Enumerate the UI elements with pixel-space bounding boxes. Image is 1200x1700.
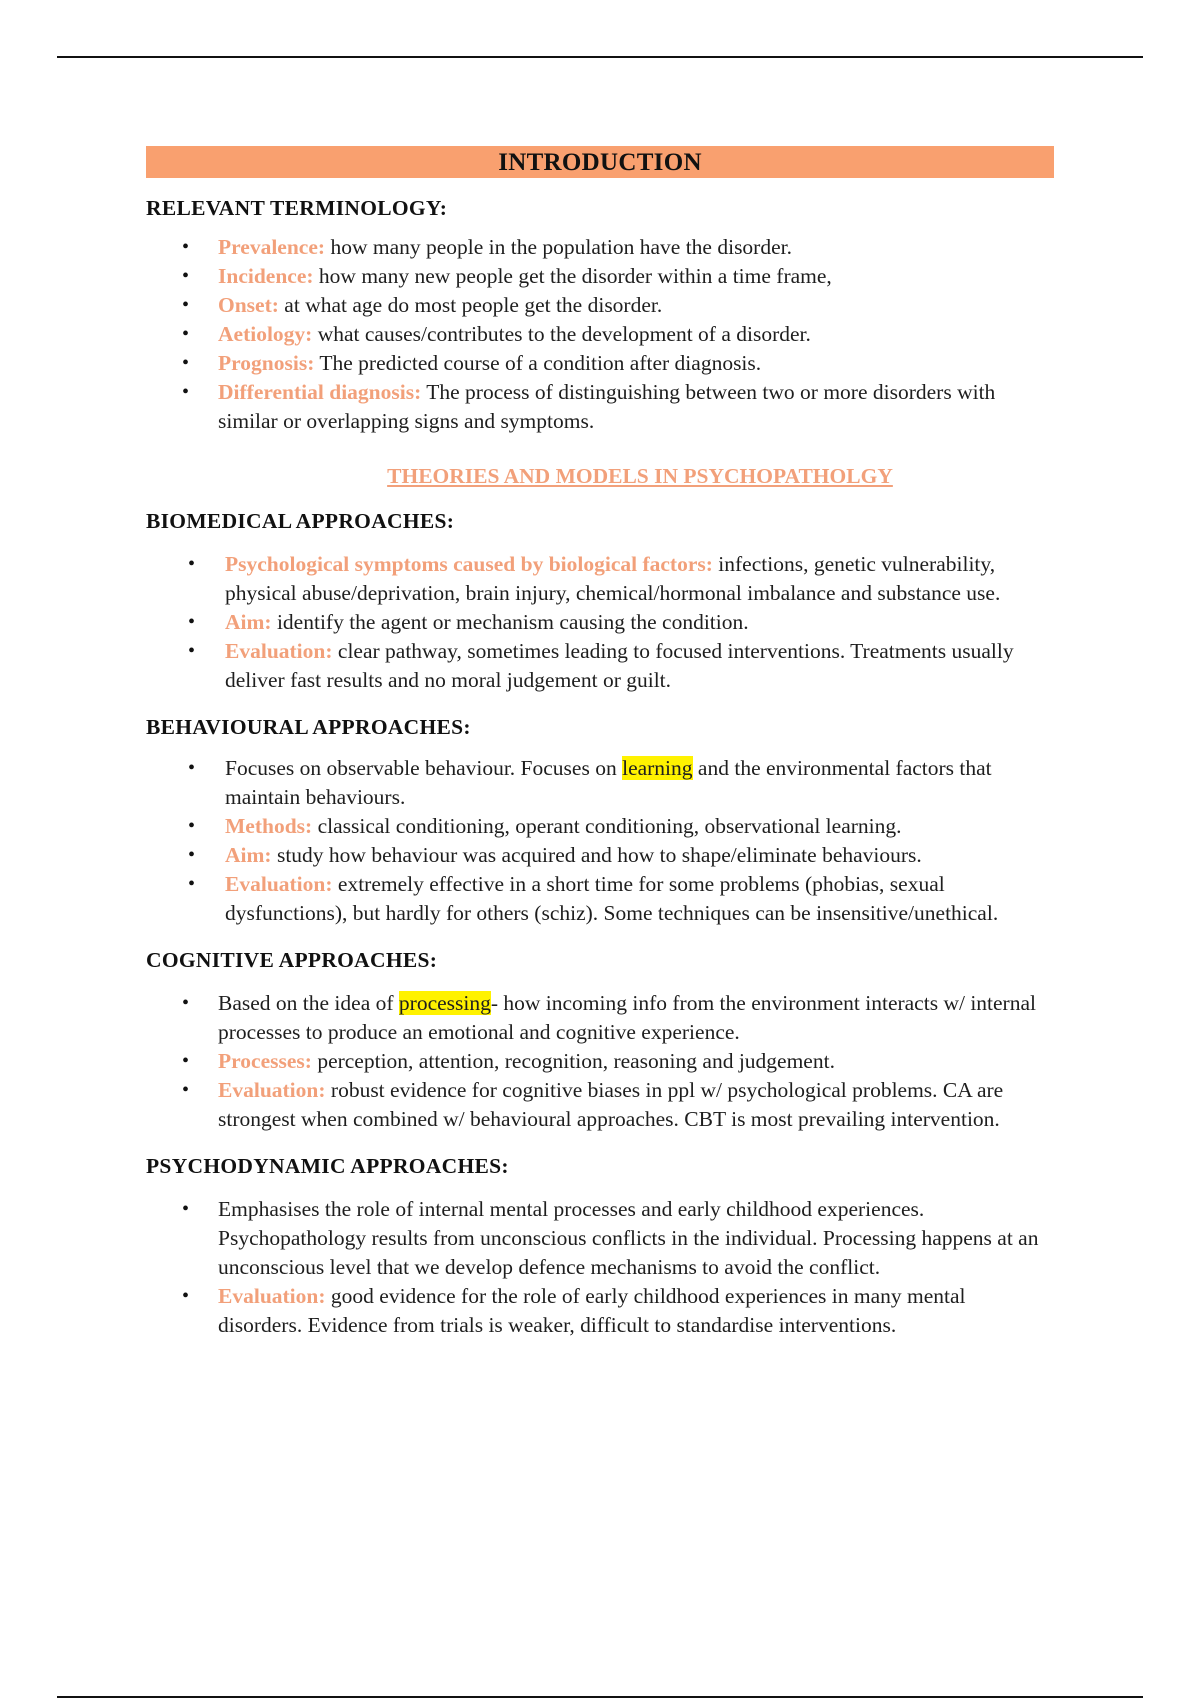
- bullet-icon: •: [188, 815, 196, 837]
- list-item: [146, 989, 1054, 1047]
- cognitive-heading: COGNITIVE APPROACHES:: [146, 948, 438, 972]
- term-definition: clear pathway, sometimes leading to focused interventions. Treatments usually deliver fast results and no moral judgement or guilt.: [225, 639, 1014, 692]
- list-item: [146, 870, 1054, 928]
- bullet-icon: •: [182, 381, 190, 403]
- bullet-icon: •: [182, 1079, 190, 1101]
- item-text: - how incoming info from the environment interacts w/ internal processes to produce an emotional and cognitive experience.: [218, 991, 1036, 1044]
- bullet-icon: •: [188, 553, 196, 575]
- list-item: [146, 1047, 1054, 1076]
- list-item: [146, 320, 1054, 349]
- term-definition: at what age do most people get the disorder.: [278, 293, 663, 317]
- bullet-icon: •: [182, 265, 190, 287]
- term-definition: what causes/contributes to the development of a disorder.: [312, 322, 811, 346]
- term-definition: study how behaviour was acquired and how to shape/eliminate behaviours.: [271, 843, 922, 867]
- term-definition: identify the agent or mechanism causing the condition.: [271, 610, 749, 634]
- list-item: [146, 233, 1054, 262]
- biomedical-list: [146, 550, 1054, 695]
- psychodynamic-list: [146, 1195, 1054, 1340]
- list-item: [146, 637, 1054, 695]
- term-label: Evaluation:: [225, 639, 333, 663]
- term-label: Methods:: [225, 814, 313, 838]
- term-definition: how many people in the population have the disorder.: [325, 235, 792, 259]
- psychodynamic-heading: PSYCHODYNAMIC APPROACHES:: [146, 1154, 509, 1178]
- list-item: [146, 378, 1054, 436]
- list-item: [146, 1076, 1054, 1134]
- list-item: [146, 841, 1054, 870]
- terminology-list: [146, 233, 1054, 436]
- term-label: Differential diagnosis:: [218, 380, 422, 404]
- biomedical-heading: BIOMEDICAL APPROACHES:: [146, 509, 455, 533]
- list-item: [146, 608, 1054, 637]
- term-label: Evaluation:: [218, 1284, 326, 1308]
- bullet-icon: •: [182, 323, 190, 345]
- list-item: [146, 291, 1054, 320]
- term-definition: The predicted course of a condition after diagnosis.: [314, 351, 762, 375]
- page-content: [146, 146, 1054, 1340]
- highlighted-term: learning: [622, 756, 693, 780]
- term-definition: good evidence for the role of early childhood experiences in many mental disorders. Evidence from trials is weaker, difficult to standardise interventions.: [218, 1284, 966, 1337]
- highlighted-term: processing: [398, 991, 491, 1015]
- bullet-icon: •: [182, 294, 190, 316]
- term-definition: classical conditioning, operant conditioning, observational learning.: [312, 814, 902, 838]
- term-label: Psychological symptoms caused by biological factors:: [225, 552, 713, 576]
- cognitive-list: [146, 989, 1054, 1134]
- terminology-heading: RELEVANT TERMINOLOGY:: [146, 196, 448, 220]
- bullet-icon: •: [182, 1285, 190, 1307]
- list-item: [146, 754, 1054, 812]
- term-definition: The process of distinguishing between two or more disorders with similar or overlapping signs and symptoms.: [218, 380, 996, 433]
- term-definition: extremely effective in a short time for some problems (phobias, sexual dysfunctions), but hardly for others (schiz). Some techniques can be insensitive/unethical.: [225, 872, 999, 925]
- list-item: [146, 1282, 1054, 1340]
- term-label: Processes:: [218, 1049, 312, 1073]
- term-definition: perception, attention, recognition, reasoning and judgement.: [311, 1049, 835, 1073]
- term-label: Prevalence:: [218, 235, 326, 259]
- item-text: Focuses on observable behaviour. Focuses on: [225, 756, 623, 780]
- list-item: [146, 349, 1054, 378]
- term-definition: robust evidence for cognitive biases in ppl w/ psychological problems. CA are strongest when combined w/ behavioural approaches. CBT is most prevailing intervention.: [218, 1078, 1004, 1131]
- term-label: Prognosis:: [218, 351, 315, 375]
- term-label: Incidence:: [218, 264, 314, 288]
- term-label: Aetiology:: [218, 322, 313, 346]
- item-text: Based on the idea of: [218, 991, 399, 1015]
- bullet-icon: •: [188, 844, 196, 866]
- term-label: Evaluation:: [225, 872, 333, 896]
- term-definition: how many new people get the disorder within a time frame,: [313, 264, 832, 288]
- term-definition: infections, genetic vulnerability, physical abuse/deprivation, brain injury, chemical/hormonal imbalance and substance use.: [225, 552, 1001, 605]
- bullet-icon: •: [188, 757, 196, 779]
- term-label: Aim:: [225, 610, 272, 634]
- item-text: Emphasises the role of internal mental processes and early childhood experiences. Psychopathology results from unconscious conflicts in the individual. Processing happens at an unconscious level that we develop defence mechanisms to avoid the conflict.: [218, 1197, 1039, 1279]
- behavioural-heading: BEHAVIOURAL APPROACHES:: [146, 715, 471, 739]
- title-bar: INTRODUCTION: [146, 146, 1054, 178]
- top-rule: [57, 56, 1143, 58]
- term-label: Aim:: [225, 843, 272, 867]
- list-item: [146, 812, 1054, 841]
- bullet-icon: •: [188, 640, 196, 662]
- bullet-icon: •: [188, 873, 196, 895]
- bullet-icon: •: [182, 236, 190, 258]
- bullet-icon: •: [182, 352, 190, 374]
- list-item: [146, 1195, 1054, 1282]
- theories-title: THEORIES AND MODELS IN PSYCHOPATHOLGY: [387, 464, 893, 488]
- item-text: and the environmental factors that maintain behaviours.: [225, 756, 992, 809]
- bullet-icon: •: [182, 1198, 190, 1220]
- behavioural-list: [146, 754, 1054, 928]
- term-label: Onset:: [218, 293, 279, 317]
- bullet-icon: •: [182, 1050, 190, 1072]
- list-item: [146, 262, 1054, 291]
- bullet-icon: •: [188, 611, 196, 633]
- term-label: Evaluation:: [218, 1078, 326, 1102]
- bullet-icon: •: [182, 992, 190, 1014]
- list-item: [146, 550, 1054, 608]
- bottom-rule: [57, 1696, 1143, 1698]
